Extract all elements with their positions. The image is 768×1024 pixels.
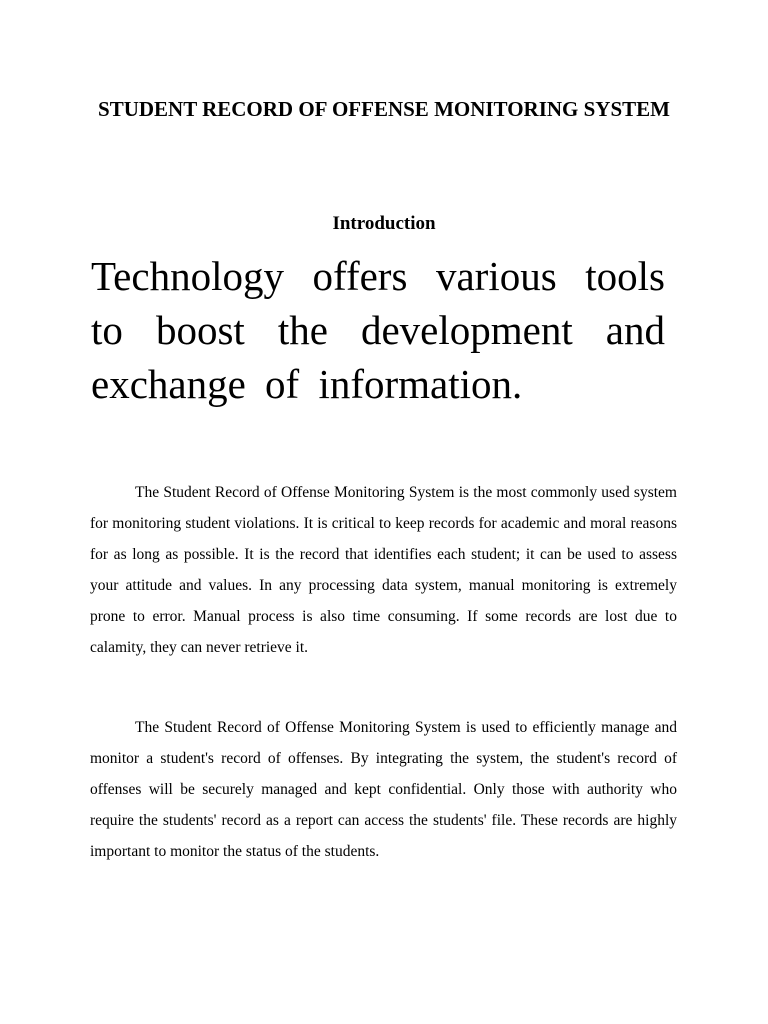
section-heading-introduction: Introduction <box>332 213 436 234</box>
lead-statement: Technology offers various tools to boost the development and exchange of information. <box>91 253 665 407</box>
document-title: STUDENT RECORD OF OFFENSE MONITORING SYSTEM <box>98 97 670 121</box>
body-paragraph-2: The Student Record of Offense Monitoring System is used to efficiently manage and monitor a student's record of offenses. By integrating the system, the student's record of offenses will be securely managed and kept confidential. Only those with authority who require the students' record as a report can access the students' file. These records are highly important to monitor the status of the students. <box>90 719 677 860</box>
body-paragraph-1: The Student Record of Offense Monitoring System is the most commonly used system for monitoring student violations. It is critical to keep records for academic and moral reasons for as long as possible. It is the record that identifies each student; it can be used to assess your attitude and values. In any processing data system, manual monitoring is extremely prone to error. Manual process is also time consuming. If some records are lost due to calamity, they can never retrieve it. <box>90 484 677 656</box>
